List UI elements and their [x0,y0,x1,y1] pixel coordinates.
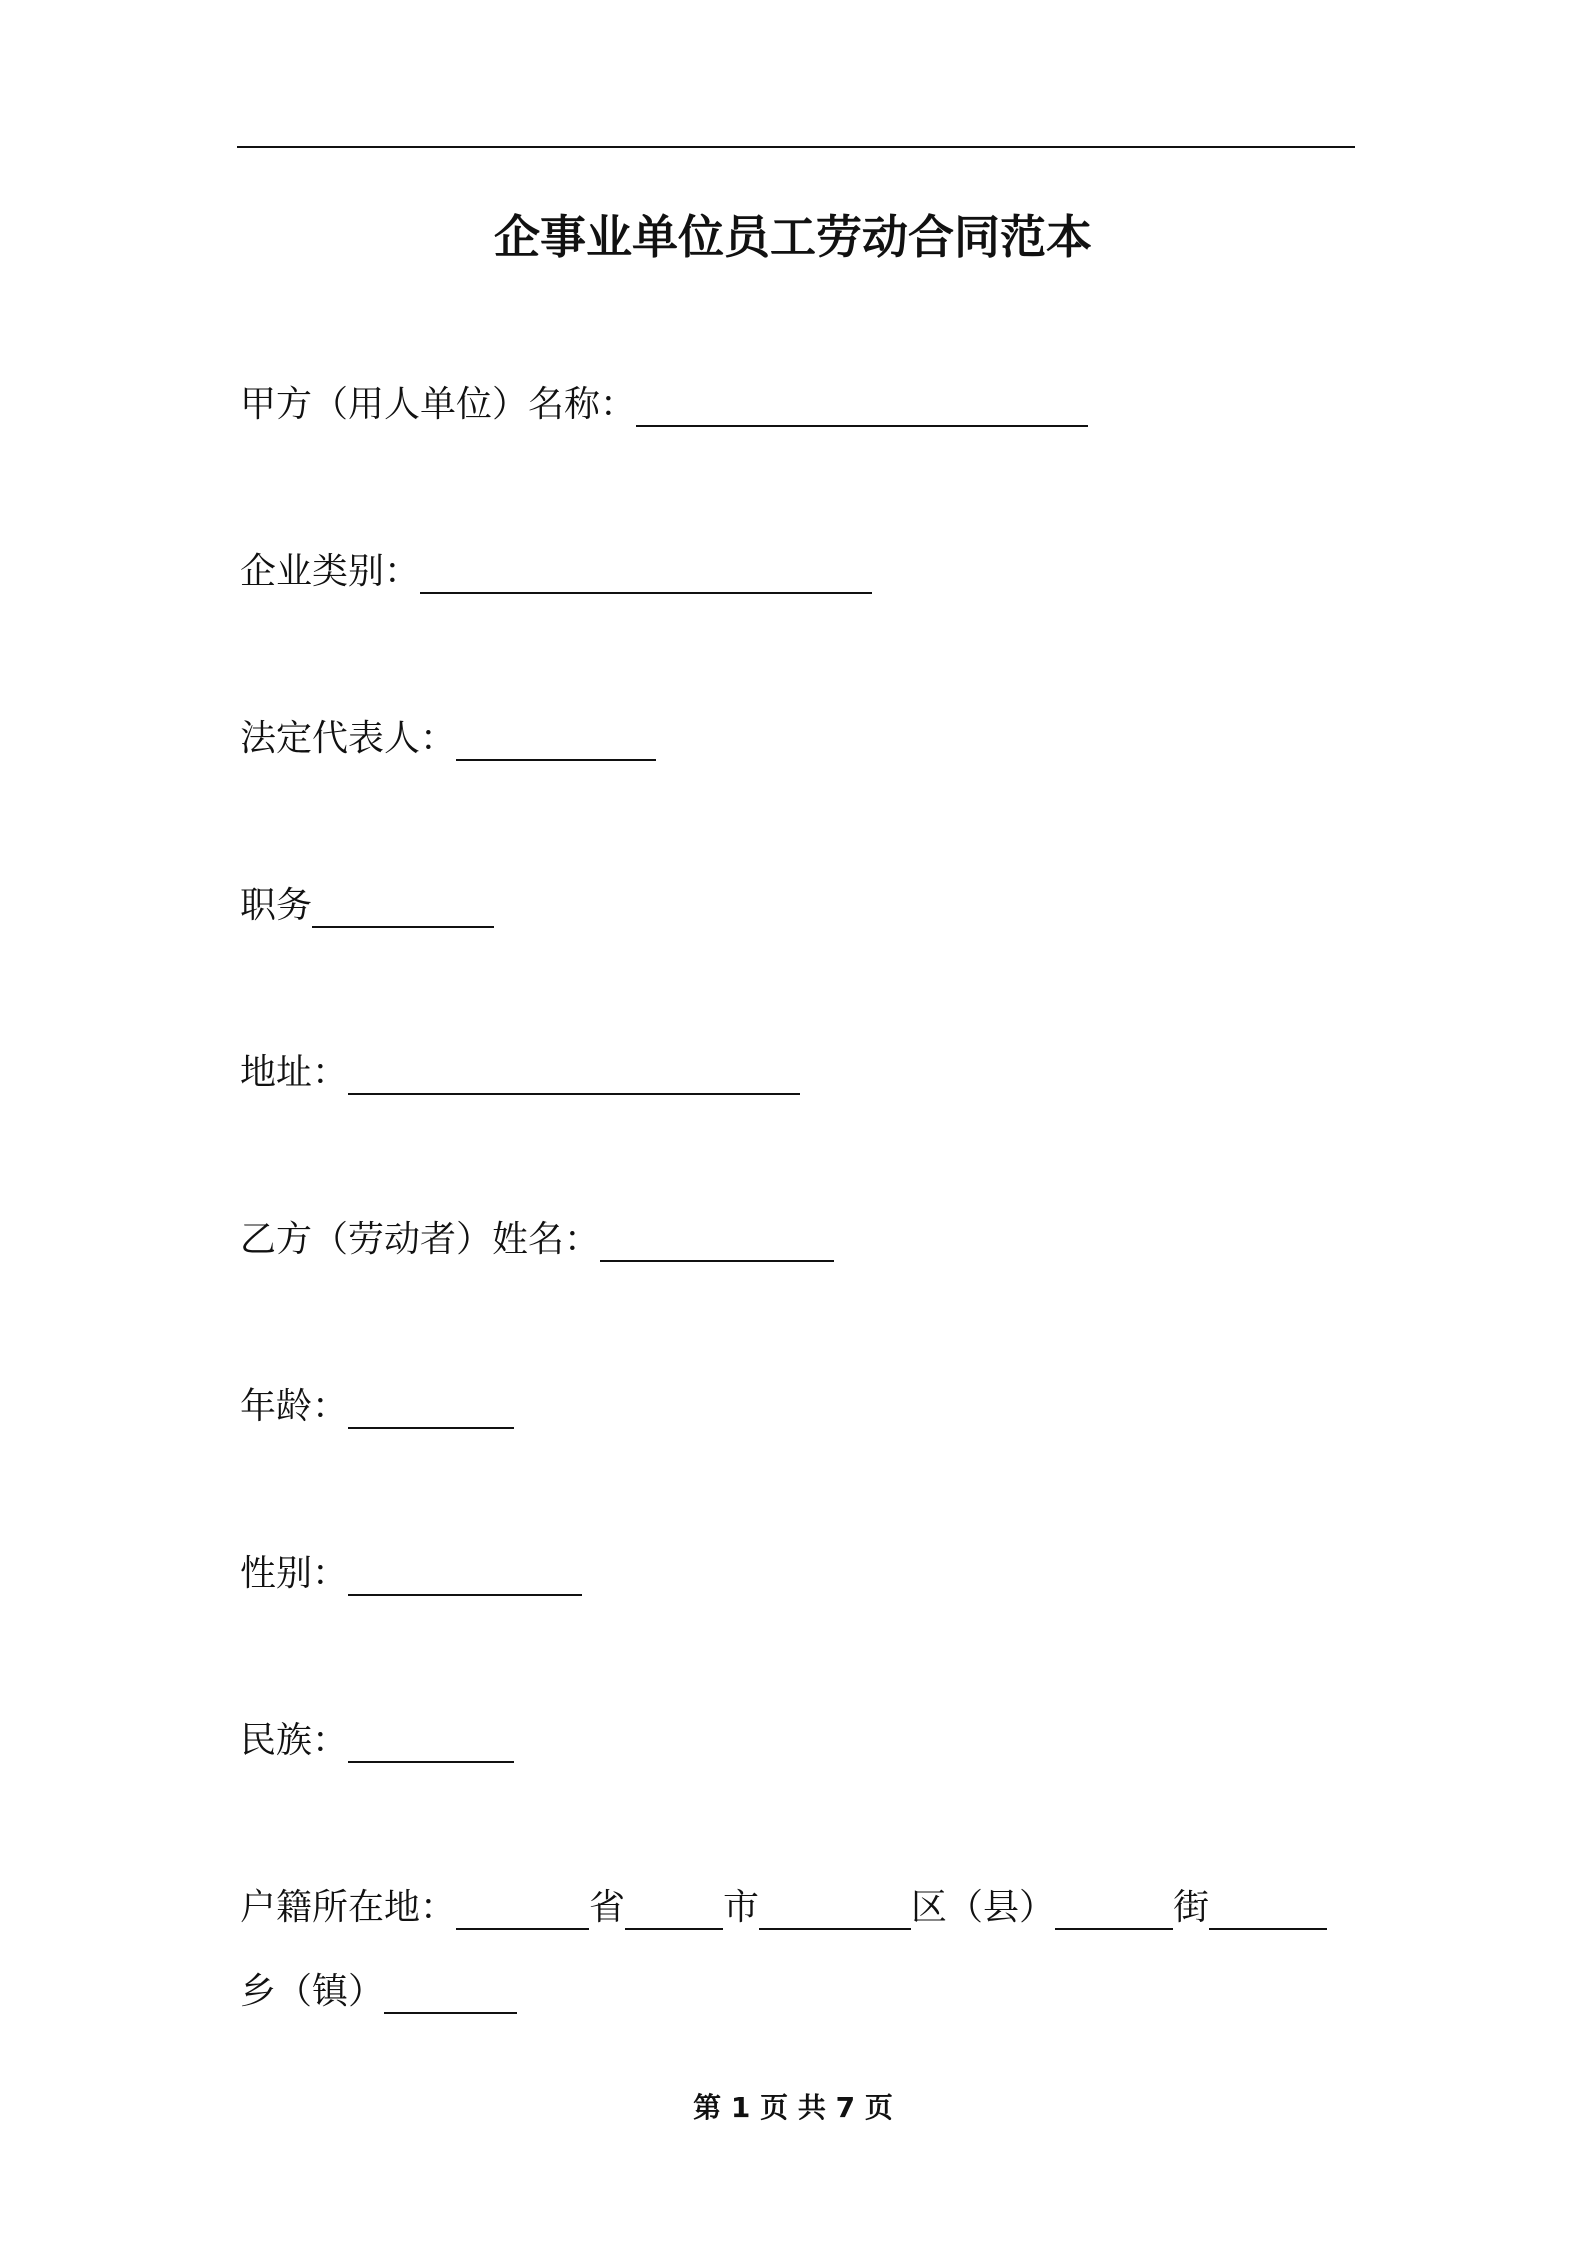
document-title: 企事业单位员工劳动合同范本 [494,210,1092,264]
blank-party-a-name[interactable] [636,381,1088,427]
field-label: 甲方（用人单位）名称： [240,384,637,425]
city-label: 市 [723,1887,760,1928]
field-age [240,1377,514,1437]
field-label: 企业类别： [240,551,421,592]
blank-district[interactable] [759,1884,911,1930]
blank-age[interactable] [348,1383,514,1429]
field-address [240,1043,800,1103]
province-label: 省 [589,1887,626,1928]
field-party-b-name [240,1210,834,1270]
field-label: 法定代表人： [240,718,457,759]
field-position [240,876,494,936]
blank-enterprise-type[interactable] [420,548,872,594]
field-label: 户籍所在地： [240,1887,457,1928]
field-label: 地址： [240,1052,349,1093]
field-label: 乙方（劳动者）姓名： [240,1219,601,1260]
blank-ethnicity[interactable] [348,1717,514,1763]
field-enterprise-type [240,542,872,602]
township-label: 乡（镇） [240,1971,385,2012]
field-label: 职务 [240,885,313,926]
blank-city[interactable] [625,1884,723,1930]
blank-street[interactable] [1055,1884,1173,1930]
field-ethnicity [240,1711,514,1771]
blank-street-tail[interactable] [1209,1884,1327,1930]
district-label: 区（县） [911,1887,1056,1928]
page-indicator: 第 1 页 共 7 页 [693,2091,893,2124]
field-label: 民族： [240,1720,349,1761]
field-township [240,1962,517,2022]
header-rule [237,146,1355,148]
field-party-a-name [240,375,1088,435]
field-label: 年龄： [240,1386,349,1427]
field-legal-representative [240,709,656,769]
blank-province[interactable] [456,1884,589,1930]
blank-gender[interactable] [348,1550,582,1596]
field-gender [240,1544,582,1604]
blank-address[interactable] [348,1049,800,1095]
street-label: 街 [1173,1887,1210,1928]
field-label: 性别： [240,1553,349,1594]
blank-position[interactable] [312,882,494,928]
blank-legal-representative[interactable] [456,715,656,761]
field-household-registration [240,1878,1327,1938]
blank-township[interactable] [384,1968,517,2014]
blank-party-b-name[interactable] [600,1216,834,1262]
